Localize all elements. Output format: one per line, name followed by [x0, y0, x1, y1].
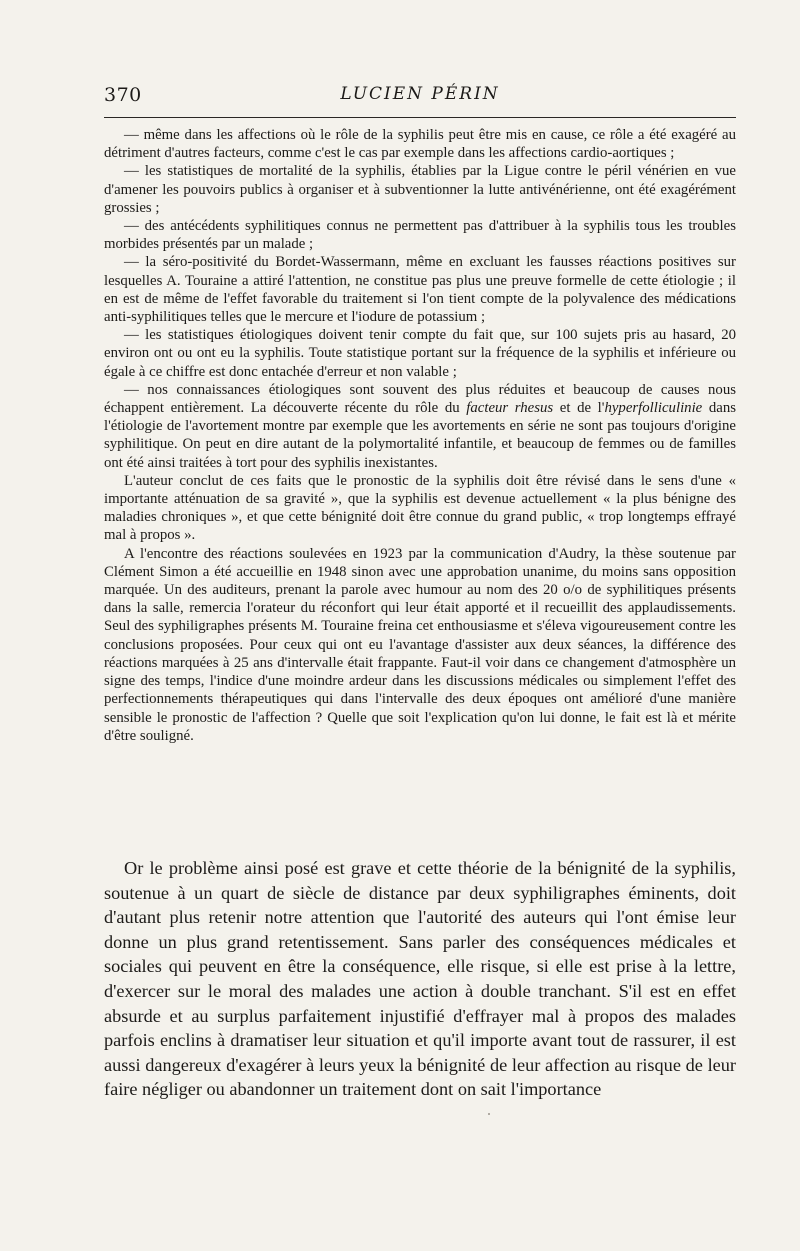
- main-text: [104, 856, 736, 1102]
- paragraph: A l'encontre des réactions soulevées en 1923 par la communication d'Audry, la thèse soutenue par Clément Simon a été accueillie en 1948 sinon avec une approbation unanime, du moins sans opposition marquée. Un des auditeurs, prenant la parole avec humour au nom des 20 o/o de syphilitiques présents dans la salle, remercia l'orateur du réconfort qui leur était apporté et il recueillit des applaudissements. Seul des syphiligraphes présents M. Touraine freina cet enthousiasme et s'éleva vigoureusement contre les conclusions proposées. Pour ceux qui ont eu l'avantage d'assister aux deux séances, la différence des réactions marquées à 25 ans d'intervalle était frappante. Faut-il voir dans ce changement d'atmosphère un signe des temps, l'indice d'une moindre ardeur dans les discussions médicales ou simplement l'effet des perfectionnements thérapeutiques qui dans l'intervalle des deux époques ont amélioré d'une manière sensible le pronostic de l'affection ? Quelle que soit l'explication qu'on lui donne, le fait est là et mérite d'être souligné.: [104, 545, 736, 744]
- paragraph: — les statistiques étiologiques doivent tenir compte du fait que, sur 100 sujets pris au hasard, 20 environ ont ou ont eu la syphilis. Toute statistique portant sur la fréquence de la syphilis et inférieure ou égale à ce chiffre est donc entachée d'erreur et non valable ;: [104, 327, 736, 380]
- paragraph: — même dans les affections où le rôle de la syphilis peut être mis en cause, ce rôle a été exagéré au détriment d'autres facteurs, comme c'est le cas par exemple dans les affections cardio-aortiques ;: [104, 127, 736, 162]
- italic-term: facteur rhesus: [466, 400, 554, 417]
- page-number: 370: [104, 84, 142, 106]
- paragraph: — les statistiques de mortalité de la syphilis, établies par la Ligue contre le péril vénérien en vue d'amener les pouvoirs publics à organiser et à subventionner la lutte antivénérienne, ont été exagérément grossies ;: [104, 163, 736, 216]
- text-run: et de l': [553, 400, 605, 417]
- running-head: [104, 84, 736, 112]
- text-run: dans l'étiologie de l'avortement montre par exemple que les avortements en série ne sont pas toujours d'origine syphilitique. On peut en dire autant de la polymortalité infantile, et beaucoup de femmes ou de familles ont été ainsi traitées à tort pour des syphilis inexistantes.: [104, 400, 737, 471]
- italic-term: hyperfolliculinie: [604, 400, 703, 417]
- paragraph: — la séro-positivité du Bordet-Wassermann, même en excluant les fausses réactions positives sur lesquelles A. Touraine a attiré l'attention, ne constitue pas plus une preuve formelle de cette étiologie ; il en est de même de l'effet favorable du traitement si l'on tient compte de la polyvalence des médications anti-syphilitiques telles que le mercure et l'iodure de potassium ;: [104, 254, 736, 326]
- quoted-summary: [104, 126, 736, 745]
- header-rule: [104, 117, 736, 118]
- paragraph: L'auteur conclut de ces faits que le pronostic de la syphilis doit être révisé dans le sens d'une « importante atténuation de sa gravité », que la syphilis est devenue actuellement « la plus bénigne des maladies chroniques », et que cette bénignité doit être connue du grand public, « trop longtemps effrayé mal à propos ».: [104, 472, 736, 544]
- text-run: — nos connaissances étiologiques sont souvent des plus réduites et beaucoup de causes nous échappent entièrement. La découverte récente du rôle du: [104, 381, 736, 417]
- running-title: LUCIEN PÉRIN: [340, 84, 500, 104]
- paragraph: Or le problème ainsi posé est grave et cette théorie de la bénignité de la syphilis, soutenue à un quart de siècle de distance par deux syphiligraphes éminents, doit d'autant plus retenir notre attention que l'autorité des auteurs qui l'ont émise leur donne un plus grand retentissement. Sans parler des conséquences médicales et sociales qui peuvent en être la conséquence, elle risque, si elle est prise à la lettre, d'exercer sur le moral des malades une action à double tranchant. S'il est en effet absurde et au surplus parfaitement injustifié d'effrayer mal à propos des malades parfois enclins à dramatiser leur situation et qu'il importe avant tout de rassurer, il est aussi dangereux d'exagérer à leurs yeux la bénignité de leur affection au risque de leur faire négliger ou abandonner un traitement dont on sait l'importance: [104, 858, 736, 1100]
- paragraph: — des antécédents syphilitiques connus ne permettent pas d'attribuer à la syphilis tous les troubles morbides présentés par un malade ;: [104, 218, 736, 253]
- print-speck: [488, 1113, 490, 1115]
- paragraph: [104, 381, 736, 472]
